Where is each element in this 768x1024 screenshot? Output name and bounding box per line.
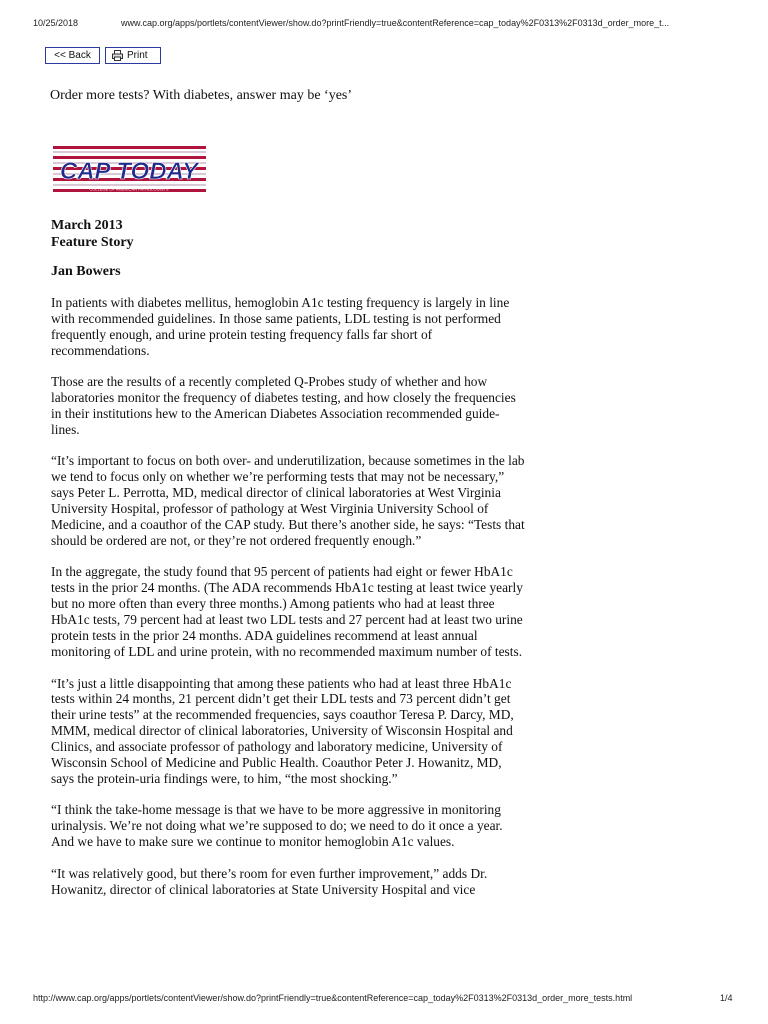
paragraph: “It’s just a little disappointing that among these patients who had at least three HbA1c tests within 24 months, 21 percent didn’t get their LDL tests and 73 percent didn’t get their urine tests” at the recommended frequencies, says coauthor Teresa P. Darcy, MD, MMM, medical director of clinical laboratories, University of Wisconsin Hospital and Clinics, and associate professor of pathology and laboratory medicine, University of Wisconsin School of Medicine and Public Health. Coauthor Peter J. Howanitz, MD, says the protein-uria findings were, to him, “the most shocking.”	[51, 675, 514, 786]
cap-today-logo	[53, 146, 206, 194]
paragraph: “I think the take-home message is that we have to be more aggressive in monitoring urinalysis. We’re not doing what we’re supposed to do; we need to do it once a year. And we have to make sure we continue to monitor hemoglobin A1c values.	[51, 802, 503, 850]
print-header-url: www.cap.org/apps/portlets/contentViewer/show.do?printFriendly=true&contentReference=cap_today%2F0313%2F0313d_order_more_t...	[121, 18, 670, 28]
paragraph: “It’s important to focus on both over- and underutilization, because sometimes in the lab we tend to focus only on whether we’re performing tests that may not be necessary,” says Peter L. Perrotta, MD, medical director of clinical laboratories at West Virginia University Hospital, professor of pathology at West Virginia University School of Medicine, and a coauthor of the CAP study. But there’s another side, he says: “Tests that should be ordered are not, or they’re not ordered frequently enough.”	[51, 453, 525, 548]
back-button[interactable]: << Back	[45, 47, 100, 64]
article-meta	[51, 217, 134, 251]
section-label: Feature Story	[51, 235, 134, 250]
issue-date: March 2013	[51, 218, 123, 233]
toolbar	[45, 47, 161, 64]
paragraph: In the aggregate, the study found that 95 percent of patients had eight or fewer HbA1c tests in the prior 24 months. (The ADA recommends HbA1c testing at least twice yearly but no more often than every three months.) Among patients who had at least three HbA1c tests, 79 percent had at least two LDL tests and 27 percent had at least two urine protein tests in the prior 24 months. ADA guidelines recommend at least annual monitoring of LDL and urine protein, with no recommended maximum number of tests.	[51, 564, 523, 659]
logo-text: CAP TODAY	[59, 158, 199, 185]
print-header-date: 10/25/2018	[33, 18, 79, 28]
author-byline: Jan Bowers	[51, 264, 121, 279]
printer-icon	[112, 50, 123, 61]
logo-tagline: COLLEGE OF AMERICAN PATHOLOGISTS	[89, 186, 169, 192]
print-button-label: Print	[127, 50, 148, 61]
article-body	[51, 295, 526, 913]
paragraph: Those are the results of a recently completed Q-Probes study of whether and how laboratories monitor the frequency of diabetes testing, and how closely the frequencies in their institutions hew to the American Diabetes Association recommended guide-lines.	[51, 374, 516, 437]
print-footer-page: 1/4	[720, 993, 733, 1003]
article-headline: Order more tests? With diabetes, answer may be ‘yes’	[50, 88, 353, 103]
paragraph: “It was relatively good, but there’s room for even further improvement,” adds Dr. Howanitz, director of clinical laboratories at State University Hospital and vice	[51, 865, 488, 897]
paragraph: In patients with diabetes mellitus, hemoglobin A1c testing frequency is largely in line with recommended guidelines. In those same patients, LDL testing is not performed frequently enough, and urine protein testing frequency falls far short of recommendations.	[51, 295, 510, 358]
print-button[interactable]	[105, 47, 161, 64]
print-footer-url: http://www.cap.org/apps/portlets/contentViewer/show.do?printFriendly=true&contentReference=cap_today%2F0313%2F0313d_order_more_tests.html	[33, 993, 633, 1003]
